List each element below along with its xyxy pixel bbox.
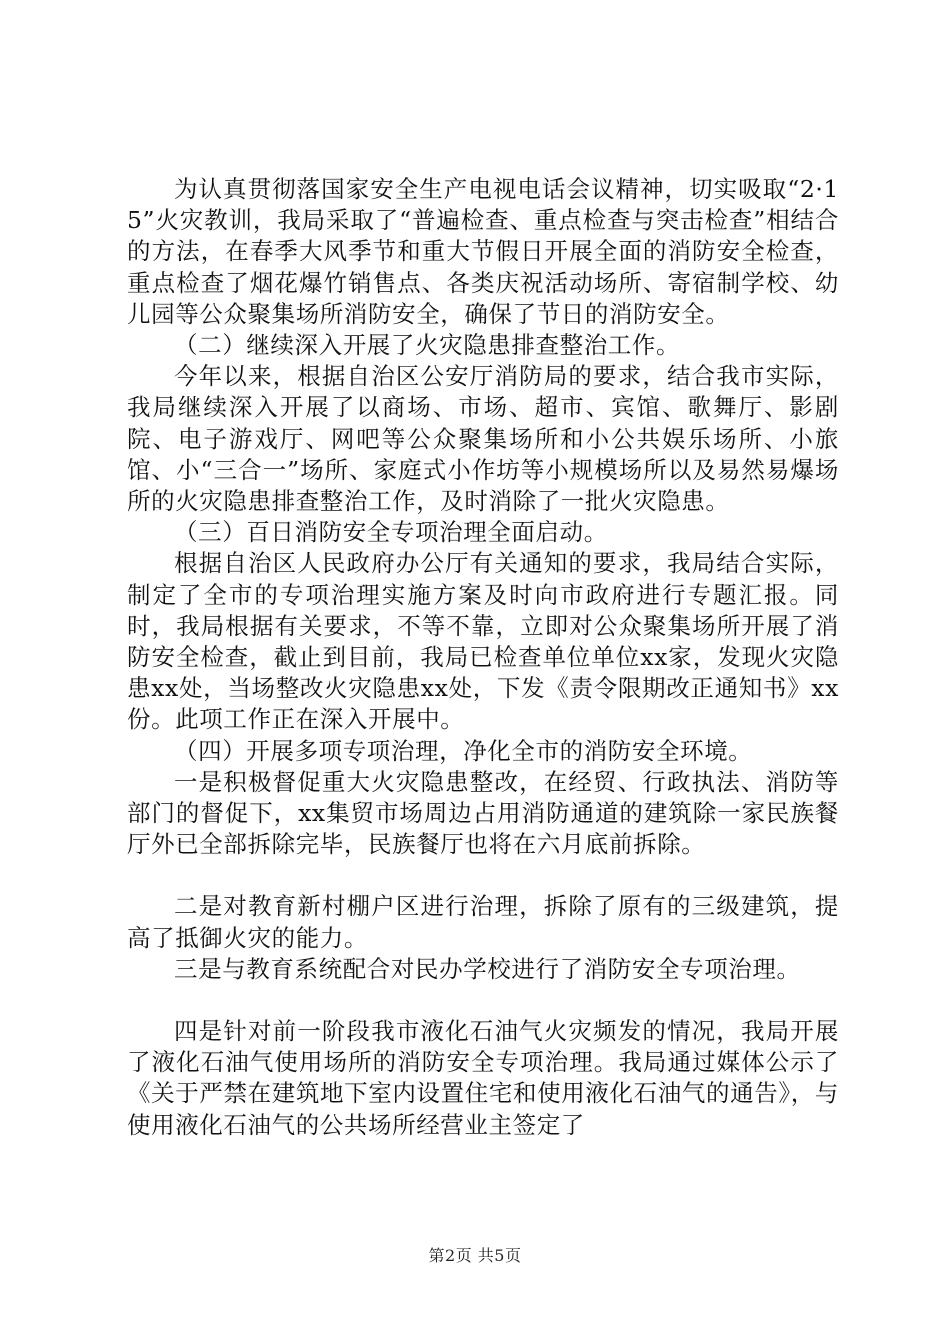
section-heading-3: （三）百日消防安全专项治理全面启动。 — [174, 518, 608, 547]
section-heading-2: （二）继续深入开展了火灾隐患排查整治工作。 — [174, 331, 681, 360]
paragraph-item-three: 三是与教育系统配合对民办学校进行了消防安全专项治理。 — [174, 954, 801, 983]
paragraph-item-one: 一是积极督促重大火灾隐患整改，在经贸、行政执法、消防等部门的督促下，xx集贸市场周边占用消防通道的建筑除一家民族餐厅外已全部拆除完毕，民族餐厅也将在六月底前拆除。 — [127, 767, 839, 859]
paragraph-item-four: 四是针对前一阶段我市液化石油气火灾频发的情况，我局开展了液化石油气使用场所的消防安全专项治理。我局通过媒体公示了《关于严禁在建筑地下室内设置住宅和使用液化石油气的通告》，与使用液化石油气的公共场所经营业主签定了 — [127, 1017, 839, 1139]
document-body — [127, 174, 839, 1141]
paragraph-fire-inspection: 为认真贯彻落国家安全生产电视电话会议精神，切实吸取“2·15”火灾教训，我局采取了“普遍检查、重点检查与突击检查”相结合的方法，在春季大风季节和重大节假日开展全面的消防安全检查，重点检查了烟花爆竹销售点、各类庆祝活动场所、寄宿制学校、幼儿园等公众聚集场所消防安全，确保了节日的消防安全。 — [127, 175, 839, 328]
paragraph-hundred-day-campaign: 根据自治区人民政府办公厅有关通知的要求，我局结合实际，制定了全市的专项治理实施方案及时向市政府进行专题汇报。同时，我局根据有关要求，不等不靠，立即对公众聚集场所开展了消防安全检查，截止到目前，我局已检查单位单位xx家，发现火灾隐患xx处，当场整改火灾隐患xx处，下发《责令限期改正通知书》xx份。此项工作正在深入开展中。 — [127, 549, 839, 734]
paragraph-item-two: 二是对教育新村棚户区进行治理，拆除了原有的三级建筑，提高了抵御火灾的能力。 — [127, 892, 839, 952]
paragraph-hazard-rectification: 今年以来，根据自治区公安厅消防局的要求，结合我市实际，我局继续深入开展了以商场、市场、超市、宾馆、歌舞厅、影剧院、电子游戏厅、网吧等公众聚集场所和小公共娱乐场所、小旅馆、小“三合一”场所、家庭式小作坊等小规模场所以及易然易爆场所的火灾隐患排查整治工作，及时消除了一批火灾隐患。 — [127, 362, 839, 516]
section-heading-4: （四）开展多项专项治理，净化全市的消防安全环境。 — [174, 736, 753, 765]
page-number-footer: 第2页 共5页 — [428, 1246, 522, 1265]
